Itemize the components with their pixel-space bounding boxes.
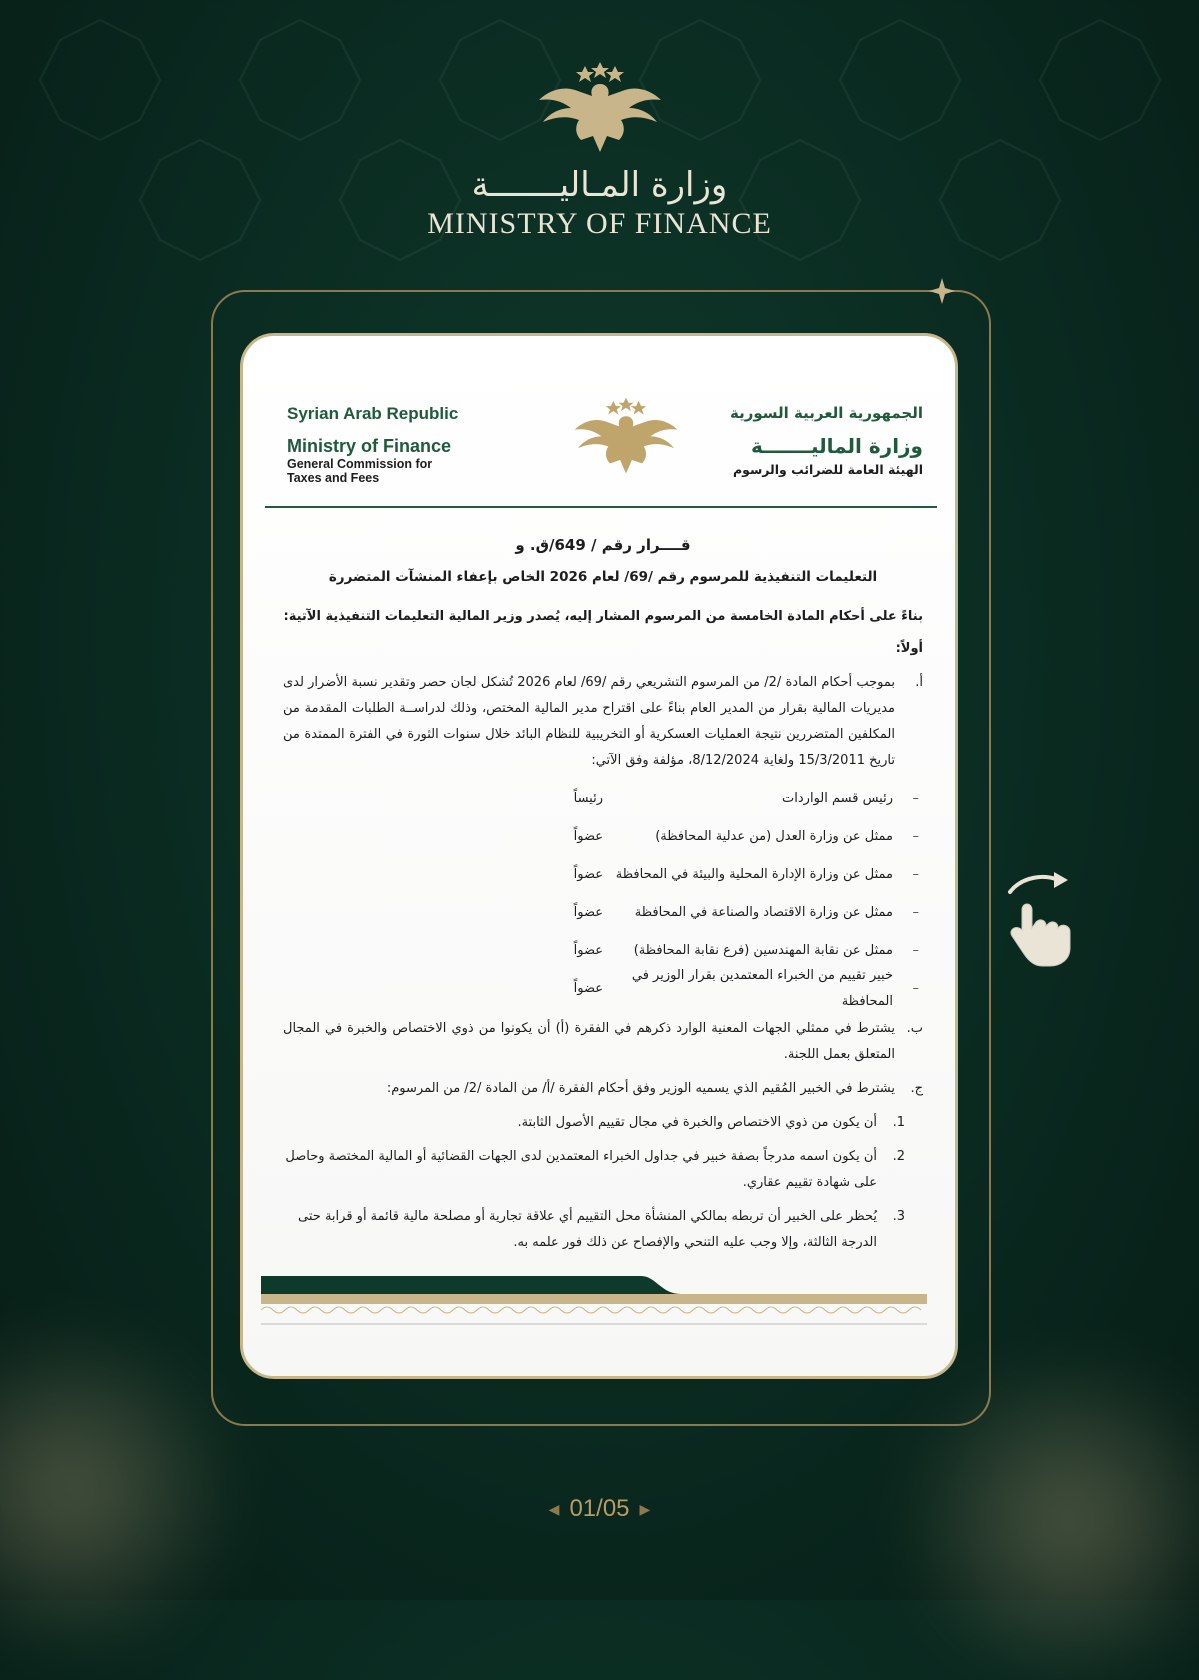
- paragraph-a-mark: أ.: [915, 675, 923, 690]
- list-item: – رئيس قسم الواردات رئيساً: [573, 791, 919, 806]
- letterhead-arabic: [730, 404, 923, 477]
- ministry-arabic-title: وزارة المـاليـــــــة: [471, 165, 728, 205]
- commission-name-en-line2: Taxes and Fees: [287, 471, 380, 485]
- sparkle-icon: [929, 278, 955, 304]
- decision-subject: التعليمات التنفيذية للمرسوم رقم /69/ لعام 2026 الخاص بإعفاء المنشآت المتضررة: [328, 569, 878, 585]
- letterhead: [265, 396, 937, 508]
- ministry-name-ar: وزارة الماليـــــــة: [750, 434, 923, 458]
- commission-name-en-line1: General Commission for: [287, 457, 433, 471]
- eagle-emblem-icon: [535, 60, 665, 155]
- commission-name-ar: الهيئة العامة للضرائب والرسوم: [732, 462, 923, 477]
- republic-name-ar: الجمهورية العربية السورية: [730, 404, 923, 422]
- document-page: [240, 333, 958, 1379]
- condition-item: 3. يُحظر على الخبير أن تربطه بمالكي المنشأة محل التقييم أي علاقة تجارية أو مصلحة مالية قائمة أو قرابة حتى الدرجة الثالثة، وإلا وجب عليه التنحي والإفصاح عن ذلك فور علمه به.: [298, 1209, 905, 1250]
- swipe-hand-icon[interactable]: [1002, 870, 1082, 970]
- list-item: – خبير تقييم من الخبراء المعتمدين بقرار الوزير في المحافظة عضواً: [573, 968, 919, 1009]
- document-footer-band: [261, 1276, 927, 1336]
- list-item: – ممثل عن وزارة الإدارة المحلية والبيئة في المحافظة عضواً: [573, 867, 919, 882]
- paragraph-c-mark: ج.: [910, 1081, 923, 1096]
- previous-page-icon[interactable]: ◀: [548, 1501, 560, 1518]
- list-item: – ممثل عن نقابة المهندسين (فرع نقابة المحافظة) عضواً: [573, 943, 919, 958]
- document-body: [283, 532, 923, 1256]
- total-pages: 05: [602, 1495, 630, 1522]
- letterhead-english: [287, 404, 458, 485]
- paragraph-b-text: يشترط في ممثلي الجهات المعنية الوارد ذكرهم في الفقرة (أ) أن يكونوا من ذوي الاختصاص والخبرة في المجال المتعلق بعمل اللجنة.: [283, 1021, 895, 1062]
- ministry-header: [0, 60, 1199, 241]
- decision-number: قــــرار رقم / 649/ق. و: [515, 536, 691, 554]
- paragraph-a: [283, 670, 923, 774]
- decision-intro: بناءً على أحكام المادة الخامسة من المرسوم المشار إليه، يُصدر وزير المالية التعليمات التنفيذية الآتية:: [283, 609, 923, 624]
- current-page: 01: [569, 1495, 597, 1522]
- section-first-label: أولاً:: [895, 641, 923, 656]
- paragraph-b-mark: ب.: [906, 1021, 923, 1036]
- list-item: – ممثل عن وزارة الاقتصاد والصناعة في المحافظة عضواً: [573, 905, 919, 920]
- committee-members-list: [283, 780, 923, 1008]
- paragraph-b: [283, 1016, 923, 1068]
- paragraph-a-text: بموجب أحكام المادة /2/ من المرسوم التشريعي رقم /69/ لعام 2026 تُشكل لجان حصر وتقدير نسبة الأضرار لدى مديريات المالية بقرار من المدير العام بناءً على اقتراح مدير المالية المختص، وذلك لدراســة الطلبات المقدمة من المكلفين المتضررين نتيجة العمليات العسكرية أو التخريبية للنظام البائد خلال سنوات الثورة في الفترة الممتدة من تاريخ 15/3/2011 ولغاية 8/12/2024، مؤلفة وفق الآتي:: [283, 675, 896, 768]
- condition-item: 2. أن يكون اسمه مدرجاً بصفة خبير في جداول الخبراء المعتمدين لدى الجهات القضائية أو المالية المختصة وحاصل على شهادة تقييم عقاري.: [285, 1149, 905, 1190]
- paragraph-c-text: يشترط في الخبير المُقيم الذي يسميه الوزير وفق أحكام الفقرة /أ/ من المادة /2/ من المرسوم:: [386, 1081, 895, 1096]
- page-separator: /: [596, 1495, 603, 1522]
- document-eagle-icon: [571, 396, 681, 476]
- next-page-icon[interactable]: ▶: [639, 1501, 651, 1518]
- ministry-name-en: Ministry of Finance: [287, 436, 452, 456]
- republic-name-en: Syrian Arab Republic: [287, 404, 459, 423]
- list-item: – ممثل عن وزارة العدل (من عدلية المحافظة) عضواً: [573, 829, 919, 844]
- ministry-english-title: MINISTRY OF FINANCE: [427, 207, 772, 240]
- condition-item: 1. أن يكون من ذوي الاختصاص والخبرة في مجال تقييم الأصول الثابتة.: [517, 1115, 905, 1130]
- page-indicator: [0, 1495, 1199, 1523]
- paragraph-c: [283, 1076, 923, 1102]
